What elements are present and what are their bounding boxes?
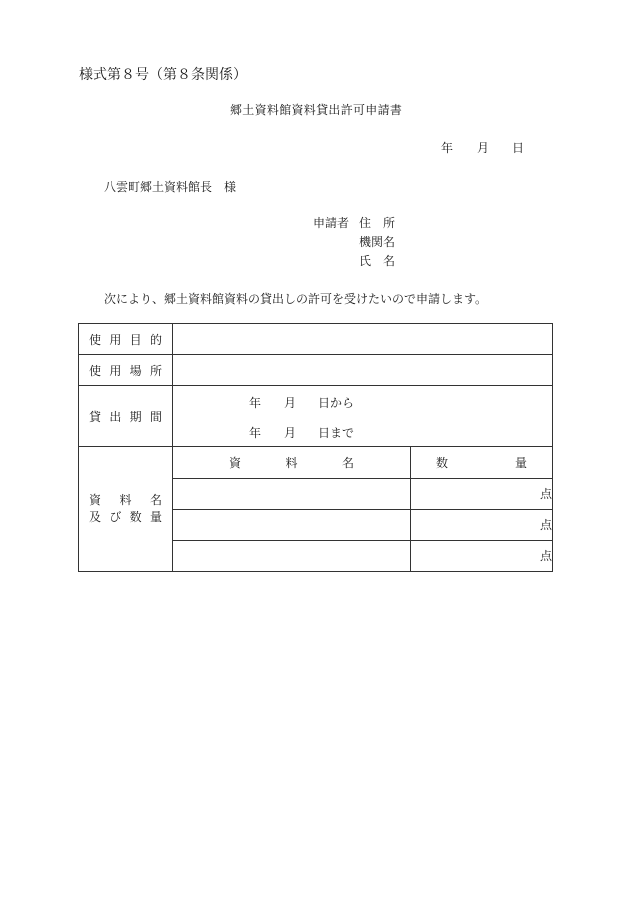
period-from-line <box>173 386 552 416</box>
quantity-unit: 点 <box>539 549 552 564</box>
item-quantity-field[interactable] <box>411 478 553 509</box>
applicant-address-label: 住 所 <box>359 216 396 230</box>
period-field[interactable] <box>173 386 553 447</box>
form-number: 様式第８号（第８条関係） <box>79 67 247 83</box>
item-name-field[interactable] <box>173 509 411 540</box>
place-label: 使 用 場 所 <box>79 355 173 386</box>
column-header-material-name: 資 料 名 <box>173 447 411 478</box>
date-month-label: 月 <box>477 141 490 155</box>
period-to-month: 月 <box>284 426 297 441</box>
items-header-row <box>79 447 553 478</box>
column-header-quantity: 数 量 <box>411 447 553 478</box>
period-to-line <box>173 416 552 446</box>
quantity-unit: 点 <box>539 487 552 502</box>
item-quantity-field[interactable] <box>411 509 553 540</box>
addressee: 八雲町郷土資料館長 様 <box>104 180 237 194</box>
place-row <box>79 355 553 386</box>
period-from-year: 年 <box>249 396 262 411</box>
purpose-field[interactable] <box>173 324 553 355</box>
application-table <box>78 323 553 572</box>
item-name-field[interactable] <box>173 540 411 571</box>
date-day-label: 日 <box>512 141 525 155</box>
period-label: 貸 出 期 間 <box>79 386 173 447</box>
period-to-day: 日まで <box>318 426 355 441</box>
applicant-organization-label: 機関名 <box>359 235 396 249</box>
period-from-month: 月 <box>284 396 297 411</box>
period-to-year: 年 <box>249 426 262 441</box>
document-title: 郷土資料館資料貸出許可申請書 <box>230 103 403 117</box>
applicant-name-label: 氏 名 <box>359 254 396 268</box>
quantity-unit: 点 <box>539 518 552 533</box>
place-field[interactable] <box>173 355 553 386</box>
items-label: 資 料 名 及 び 数 量 <box>79 447 173 572</box>
item-quantity-field[interactable] <box>411 540 553 571</box>
purpose-row <box>79 324 553 355</box>
purpose-label: 使 用 目 的 <box>79 324 173 355</box>
period-row <box>79 386 553 447</box>
applicant-label: 申請者 <box>313 216 350 230</box>
date-year-label: 年 <box>441 141 454 155</box>
item-name-field[interactable] <box>173 478 411 509</box>
request-statement: 次により、郷土資料館資料の貸出しの許可を受けたいので申請します。 <box>104 292 488 306</box>
period-from-day: 日から <box>318 396 355 411</box>
